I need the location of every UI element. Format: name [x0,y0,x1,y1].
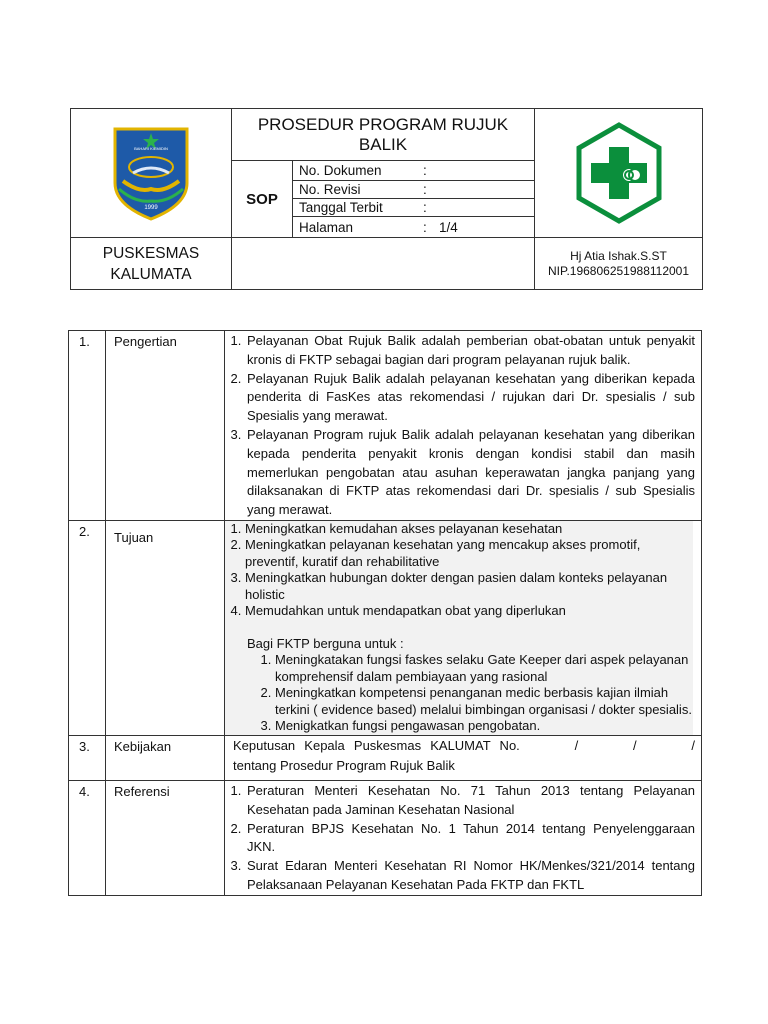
list-item: 3. Surat Edaran Menteri Kesehatan RI Nomor HK/Menkes/321/2014 tentang Pelaksanaan Pelayanan Kesehatan Pada FKTP dan FKTL [245,857,695,895]
table-row [69,735,702,780]
row-number: 1. [69,331,106,521]
sop-header-table [70,108,703,290]
objective-list [225,521,693,620]
policy-line: tentang Prosedur Program Rujuk Balik [233,757,455,773]
row-content [225,735,702,780]
list-item: 1. Pelayanan Obat Rujuk Balik adalah pemberian obat-obatan untuk penyakit kronis di FKTP sebagai bagian dari program pelayanan rujuk balik. [245,332,695,370]
table-row [69,780,702,895]
row-content [225,780,702,895]
meta-label: No. Dokumen [293,161,424,181]
signatory [535,238,703,290]
list-item: 2. Peraturan BPJS Kesehatan No. 1 Tahun 2014 tentang Penyelenggaraan JKN. [245,820,695,858]
svg-text:BAHARI KIEMIDIN: BAHARI KIEMIDIN [134,146,168,151]
meta-colon: : [423,217,439,238]
row-number: 4. [69,780,106,895]
row-label: Pengertian [106,331,225,521]
definition-list [229,332,695,520]
row-label: Referensi [106,780,225,895]
row-label: Tujuan [106,520,225,735]
sop-label: SOP [232,161,293,238]
list-item: 1. Meningkatakan fungsi faskes selaku Gate Keeper dari aspek pelayanan komprehensif dalam pembiayaan yang rasional [275,652,693,685]
row-content [225,520,702,735]
list-item: 1. Meningkatkan kemudahan akses pelayanan kesehatan [245,521,693,538]
signatory-nip: NIP.196806251988112001 [547,263,690,278]
list-item: 2. Pelayanan Rujuk Balik adalah pelayanan kesehatan yang diberikan kepada penderita di FasKes atas rekomendasi / rujukan dari Dr. spesialis / sub Spesialis yang merawat. [245,370,695,426]
meta-value [439,199,535,217]
reference-list [229,782,695,895]
puskesmas-logo-icon [571,121,667,225]
meta-colon: : [423,199,439,217]
row-number: 2. [69,520,106,735]
list-item: 1. Peraturan Menteri Kesehatan No. 71 Tahun 2013 tentang Pelayanan Kesehatan pada Jaminan Kesehatan Nasional [245,782,695,820]
policy-line: Keputusan Kepala Puskesmas KALUMAT No. / / / [233,737,695,753]
meta-colon: : [423,181,439,199]
puskesmas-logo-cell [535,109,703,238]
list-item: 4. Memudahkan untuk mendapatkan obat yang diperlukan [245,603,693,620]
meta-label: No. Revisi [293,181,424,199]
list-item: 3. Meningkatkan hubungan dokter dengan pasien dalam konteks pelayanan holistic [245,570,693,603]
meta-value [439,181,535,199]
list-item: 3. Menigkatkan fungsi pengawasan pengobatan. [275,718,693,735]
row-number: 3. [69,735,106,780]
blank-cell [232,238,535,290]
sub-heading: Bagi FKTP berguna untuk : [247,635,404,651]
fktp-benefit-list [225,652,693,735]
table-row [69,331,702,521]
row-label: Kebijakan [106,735,225,780]
meta-value [439,161,535,181]
svg-text:1999: 1999 [144,205,158,211]
list-item: 2. Meningkatkan pelayanan kesehatan yang mencakup akses promotif, preventif, kuratif dan rehabilitative [245,537,693,570]
list-item: 3. Pelayanan Program rujuk Balik adalah pelayanan kesehatan yang diberikan kepada penderita penyakit kronis dengan kondisi stabil dan masih memerlukan pengobatan atau asuhan keperawatan jangka panjang yang dilaksanakan di FKTP atas rekomendasi dari Dr. spesialis / sub Spesialis yang merawat. [245,426,695,520]
meta-label: Tanggal Terbit [293,199,424,217]
org-line: KALUMATA [110,265,192,283]
emblem-cell [71,109,232,238]
meta-label: Halaman [293,217,424,238]
signatory-name: Hj Atia Ishak.S.ST [570,248,667,263]
organization-name [71,238,232,290]
meta-colon: : [423,161,439,181]
regional-emblem-icon [109,123,193,223]
org-line: PUSKESMAS [102,244,200,262]
row-content [225,331,702,521]
document-title: PROSEDUR PROGRAM RUJUK BALIK [232,109,535,161]
table-row [69,520,702,735]
list-item: 2. Meningkatkan kompetensi penanganan medic berbasis kajian ilmiah terkini ( evidence based) melalui bimbingan organisasi / dokter spesialis. [275,685,693,718]
sop-content-table [68,330,702,896]
meta-value: 1/4 [439,217,535,238]
